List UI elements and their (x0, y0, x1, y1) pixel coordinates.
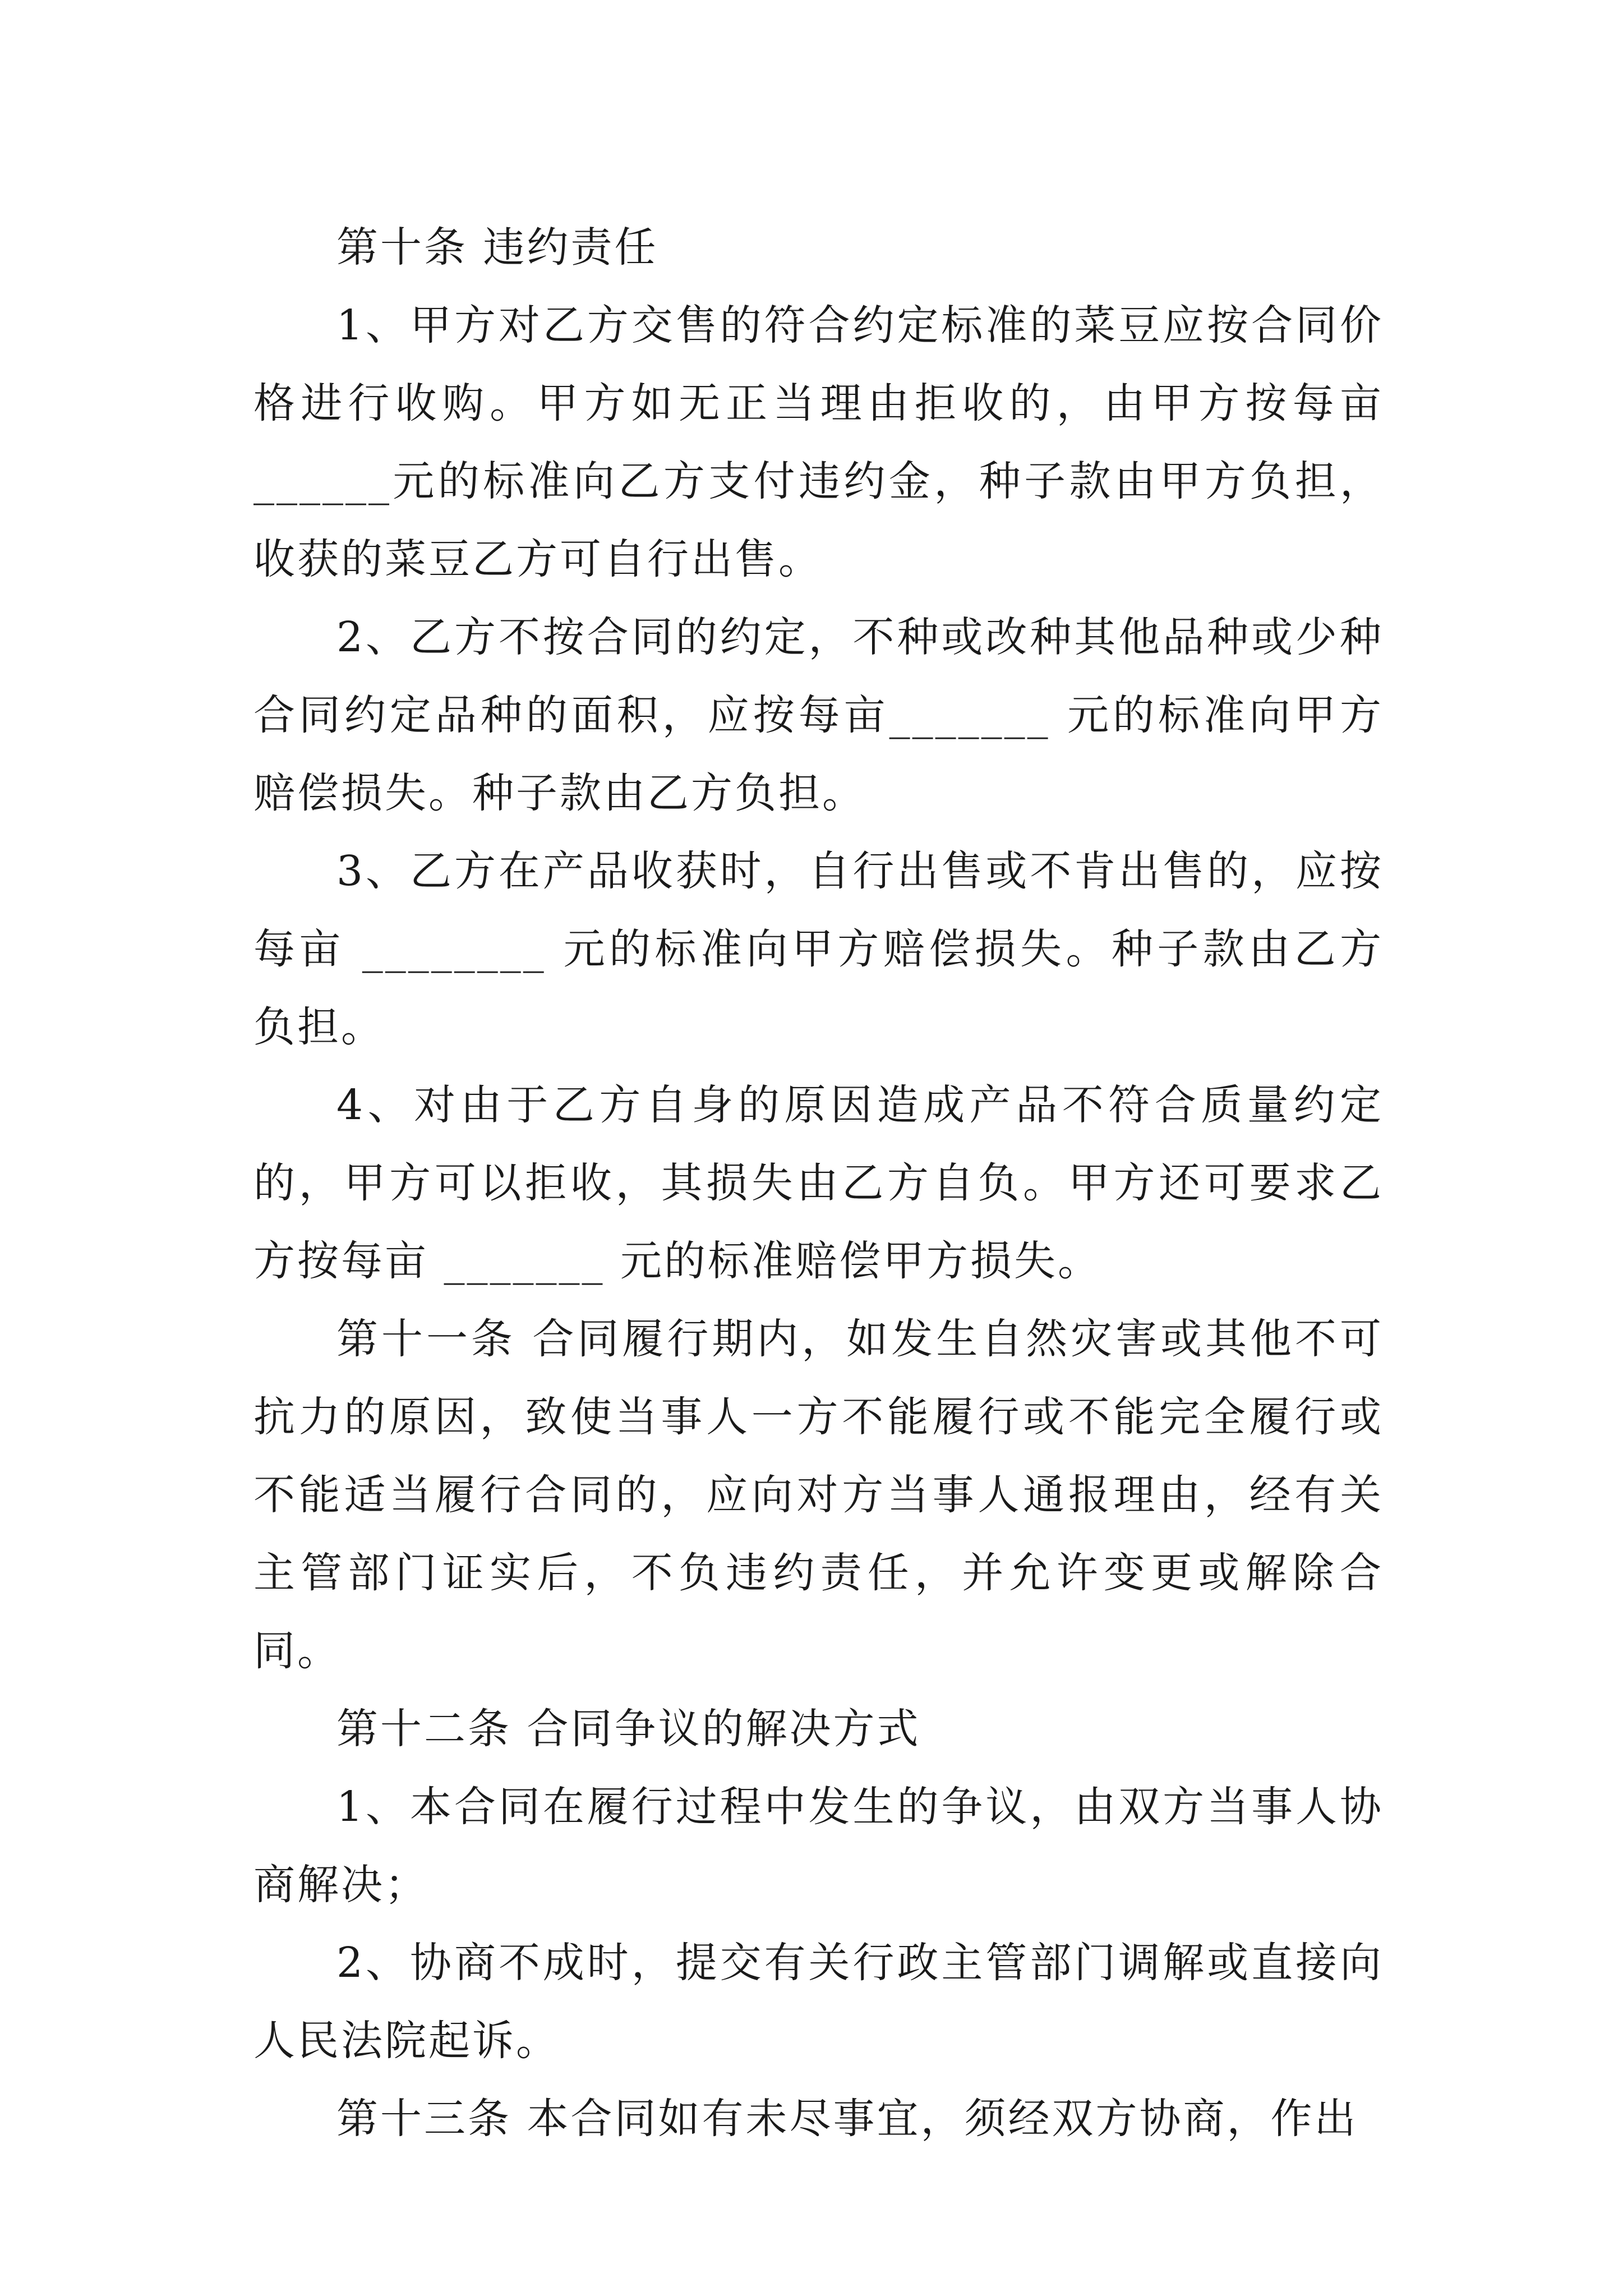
article-11-paragraph: 第十一条 合同履行期内，如发生自然灾害或其他不可抗力的原因，致使当事人一方不能履行或不能完全履行或不能适当履行合同的，应向对方当事人通报理由，经有关主管部门证实后，不负违约责任，并允许变更或解除合同。 (253, 1315, 1384, 1675)
article-12-clause-2: 2、协商不成时，提交有关行政主管部门调解或直接向人民法院起诉。 (253, 1939, 1384, 2065)
article-10-clause-3: 3、乙方在产品收获时，自行出售或不肯出售的，应按每亩 ________ 元的标准向甲方赔偿损失。种子款由乙方负担。 (253, 847, 1384, 1051)
article-10-heading: 第十条 违约责任 (336, 223, 658, 272)
article-13-paragraph: 第十三条 本合同如有未尽事宜，须经双方协商，作出 (336, 2095, 1358, 2143)
document-body (253, 209, 1384, 2158)
article-10-clause-2: 2、乙方不按合同的约定，不种或改种其他品种或少种合同约定品种的面积，应按每亩_______ 元的标准向甲方赔偿损失。种子款由乙方负担。 (253, 613, 1384, 817)
article-12-clause-1: 1、本合同在履行过程中发生的争议，由双方当事人协商解决； (253, 1783, 1384, 1909)
article-12-heading: 第十二条 合同争议的解决方式 (336, 1705, 921, 1753)
article-10-clause-4: 4、对由于乙方自身的原因造成产品不符合质量约定的，甲方可以拒收，其损失由乙方自负。甲方还可要求乙方按每亩 _______ 元的标准赔偿甲方损失。 (253, 1081, 1384, 1285)
article-10-clause-1: 1、甲方对乙方交售的符合约定标准的菜豆应按合同价格进行收购。甲方如无正当理由拒收的，由甲方按每亩______元的标准向乙方支付违约金，种子款由甲方负担，收获的菜豆乙方可自行出售。 (253, 301, 1384, 583)
